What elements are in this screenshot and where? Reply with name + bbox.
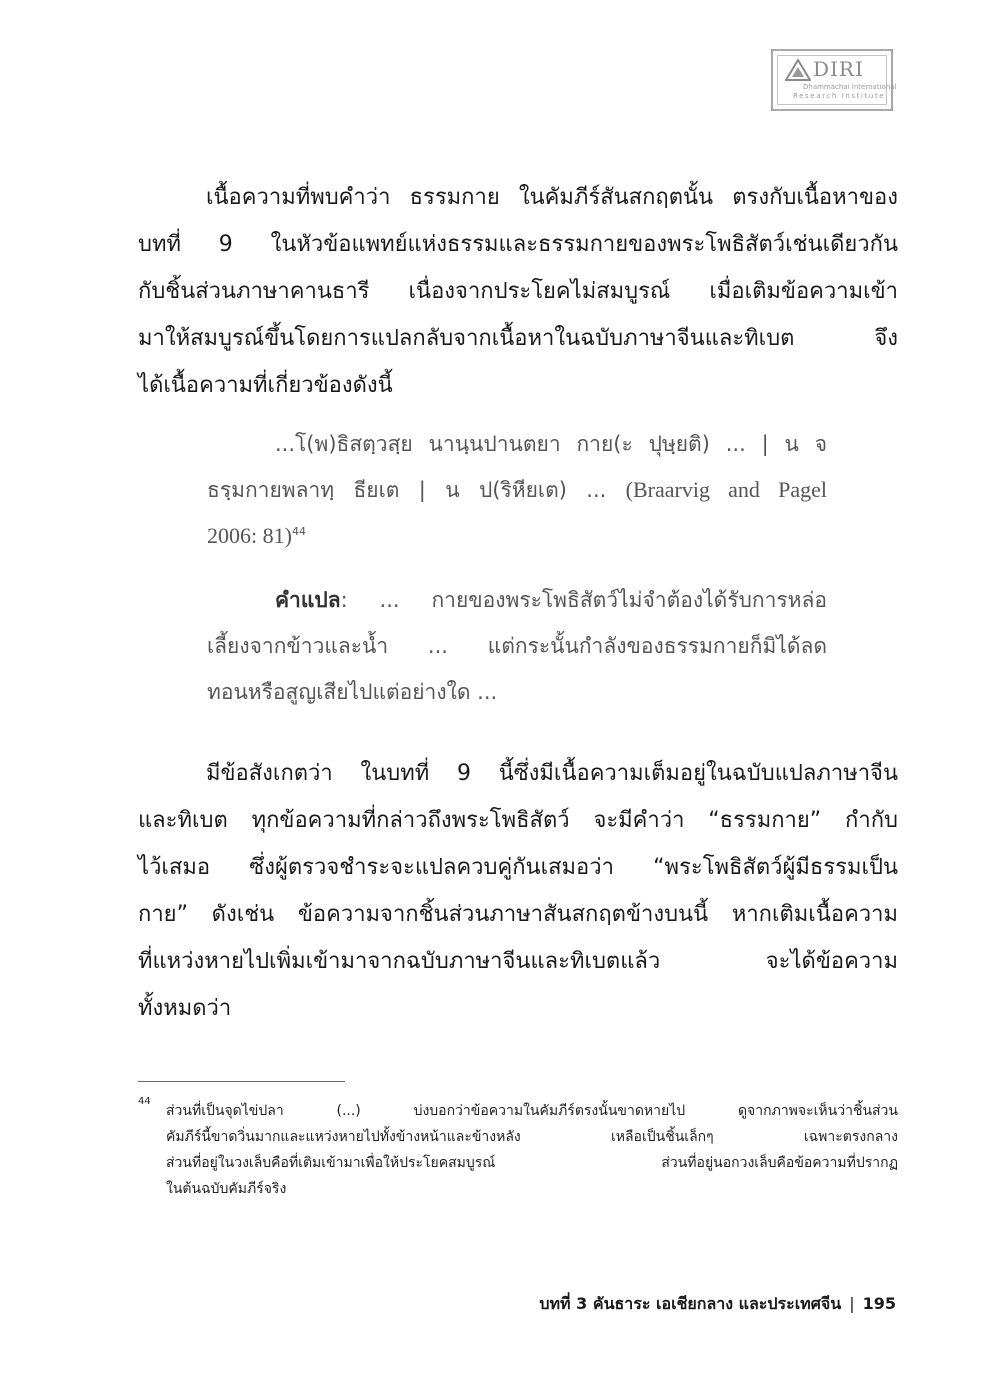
footnote-line: ส่วนที่เป็นจุดไข่ปลา (...) บ่งบอกว่าข้อความในคัมภีร์ตรงนั้นขาดหายไป ดูจากภาพจะเห็นว่าชิ้นส่วน bbox=[166, 1103, 898, 1119]
quote-line bbox=[207, 513, 827, 559]
text-line: มาให้สมบูรณ์ขึ้นโดยการแปลกลับจากเนื้อหาในฉบับภาษาจีนและทิเบต จึง bbox=[138, 326, 898, 351]
page-footer bbox=[539, 1292, 896, 1317]
text-line: มีข้อสังเกตว่า ในบทที่ 9 นี้ซึ่งมีเนื้อความเต็มอยู่ในฉบับแปลภาษาจีน bbox=[206, 761, 898, 786]
triangle-emblem-icon bbox=[785, 59, 811, 81]
text-line: ที่แหว่งหายไปเพิ่มเข้ามาจากฉบับภาษาจีนและทิเบตแล้ว จะได้ข้อความ bbox=[138, 949, 898, 974]
translation-line bbox=[207, 577, 827, 623]
paragraph-2 bbox=[138, 750, 898, 1032]
diri-logo bbox=[771, 49, 897, 111]
page-number: 195 bbox=[862, 1294, 896, 1313]
translation-text: : ... กายของพระโพธิสัตว์ไม่จำต้องได้รับการหล่อ bbox=[340, 588, 827, 612]
footnote-line: คัมภีร์นี้ขาดวิ่นมากและแหว่งหายไปทั้งข้างหน้าและข้างหลัง เหลือเป็นชิ้นเล็กๆ เฉพาะตรงกลาง bbox=[166, 1129, 898, 1145]
footnote-line: ในต้นฉบับคัมภีร์จริง bbox=[166, 1181, 287, 1197]
translation-block bbox=[207, 577, 827, 715]
quote-thai-text: ธรฺมกายพลาทฺ ธียเต | น ป(ริหียเต) ... bbox=[207, 478, 626, 502]
logo-name: DIRI bbox=[813, 57, 864, 81]
text-line: กาย” ดังเช่น ข้อความจากชิ้นส่วนภาษาสันสกฤตข้างบนนี้ หากเติมเนื้อความ bbox=[138, 902, 898, 927]
citation-text: (Braarvig and Pagel bbox=[625, 477, 827, 502]
logo-subtitle-1: Dhammachai International bbox=[803, 83, 897, 91]
text-line: ทั้งหมดว่า bbox=[138, 996, 232, 1021]
citation-year: 2006: 81) bbox=[207, 523, 292, 548]
footnote-number: 44 bbox=[138, 1096, 151, 1107]
footnote-reference: 44 bbox=[291, 525, 306, 538]
footer-separator: | bbox=[849, 1294, 855, 1313]
footnote-line: ส่วนที่อยู่ในวงเล็บคือที่เติมเข้ามาเพื่อให้ประโยคสมบูรณ์ ส่วนที่อยู่นอกวงเล็บคือข้อความที่ปรากฏ bbox=[166, 1155, 898, 1171]
translation-line: เลี้ยงจากข้าวและน้ำ ... แต่กระนั้นกำลังของธรรมกายก็มิได้ลด bbox=[207, 634, 827, 658]
quote-line bbox=[207, 467, 827, 513]
text-line: และทิเบต ทุกข้อความที่กล่าวถึงพระโพธิสัตว์ จะมีคำว่า “ธรรมกาย” กำกับ bbox=[138, 808, 898, 833]
text-line: ได้เนื้อความที่เกี่ยวข้องดังนี้ bbox=[138, 373, 393, 398]
footnote-divider bbox=[138, 1081, 345, 1082]
text-line: บทที่ 9 ในหัวข้อแพทย์แห่งธรรมและธรรมกายของพระโพธิสัตว์เช่นเดียวกัน bbox=[138, 232, 898, 257]
translation-label: คำแปล bbox=[275, 588, 341, 612]
text-line: ไว้เสมอ ซึ่งผู้ตรวจชำระจะแปลควบคู่กันเสมอว่า “พระโพธิสัตว์ผู้มีธรรมเป็น bbox=[138, 855, 898, 880]
paragraph-1 bbox=[138, 174, 898, 409]
text-line: กับชิ้นส่วนภาษาคานธารี เนื่องจากประโยคไม่สมบูรณ์ เมื่อเติมข้อความเข้า bbox=[138, 279, 898, 304]
translation-line: ทอนหรือสูญเสียไปแต่อย่างใด ... bbox=[207, 680, 498, 704]
footnote-body bbox=[166, 1098, 898, 1202]
sanskrit-quote bbox=[207, 421, 827, 559]
quote-line: ...โ(พ)ธิสตฺวสฺย นานฺนปานตยา กาย(ะ ปุษฺยติ) ... | น จ bbox=[275, 432, 827, 456]
running-chapter-title: บทที่ 3 คันธาระ เอเชียกลาง และประเทศจีน bbox=[539, 1294, 842, 1313]
logo-subtitle-2: Research Institute bbox=[793, 92, 886, 100]
text-line: เนื้อความที่พบคำว่า ธรรมกาย ในคัมภีร์สันสกฤตนั้น ตรงกับเนื้อหาของ bbox=[206, 185, 898, 210]
